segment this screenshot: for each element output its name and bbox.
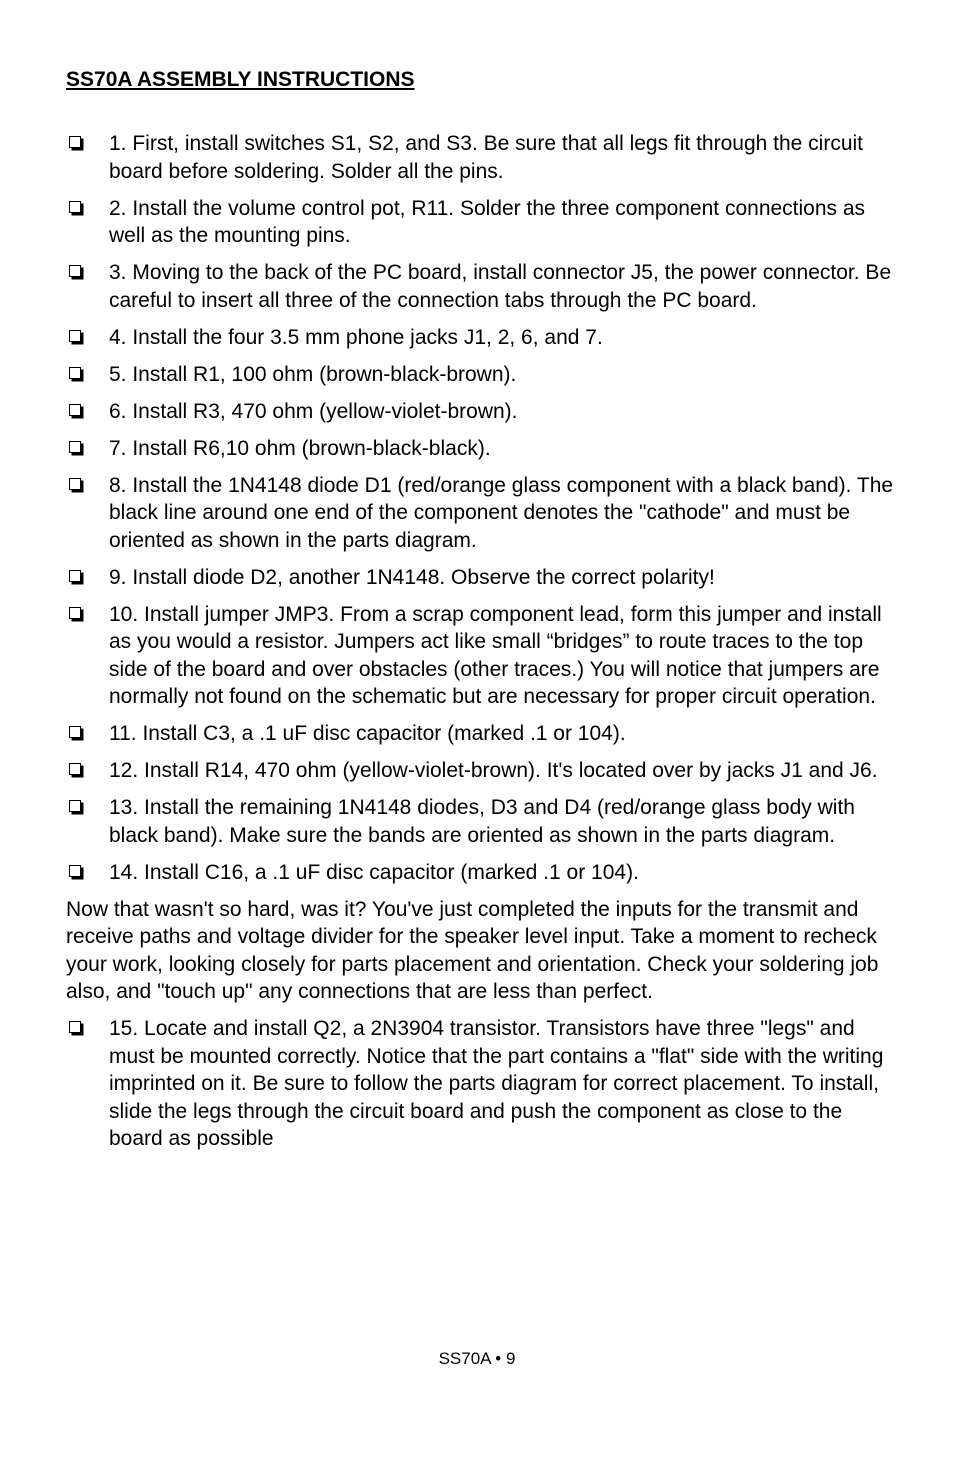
checkbox-icon[interactable] xyxy=(69,1021,81,1033)
checkbox-icon[interactable] xyxy=(69,607,81,619)
checklist-item[interactable] xyxy=(66,794,896,849)
step-text: 4. Install the four 3.5 mm phone jacks J1, 2, 6, and 7. xyxy=(109,325,603,349)
checklist-item[interactable] xyxy=(66,1015,896,1153)
step-text: 5. Install R1, 100 ohm (brown-black-brown). xyxy=(109,362,517,386)
checkbox-icon[interactable] xyxy=(69,441,81,453)
checkbox-icon[interactable] xyxy=(69,330,81,342)
step-text: 2. Install the volume control pot, R11. Solder the three component connections as well as the mounting pins. xyxy=(109,196,866,247)
checklist-item[interactable] xyxy=(66,859,896,887)
step-text: 6. Install R3, 470 ohm (yellow-violet-brown). xyxy=(109,399,518,423)
step-text: 14. Install C16, a .1 uF disc capacitor (marked .1 or 104). xyxy=(109,860,639,884)
checklist-item[interactable] xyxy=(66,398,896,426)
checkbox-icon[interactable] xyxy=(69,201,81,213)
checkbox-icon[interactable] xyxy=(69,136,81,148)
checklist-item[interactable] xyxy=(66,564,896,592)
step-text: 8. Install the 1N4148 diode D1 (red/orange glass component with a black band). The black line around one end of the component denotes the "cathode" and must be oriented as shown in the parts diagram. xyxy=(109,473,894,552)
checkbox-icon[interactable] xyxy=(69,478,81,490)
checkbox-icon[interactable] xyxy=(69,265,81,277)
step-text: 3. Moving to the back of the PC board, install connector J5, the power connector. Be careful to insert all three of the connection tabs through the PC board. xyxy=(109,261,892,312)
checkbox-icon[interactable] xyxy=(69,404,81,416)
checklist-item[interactable] xyxy=(66,757,896,785)
checkbox-icon[interactable] xyxy=(69,800,81,812)
checklist-item[interactable] xyxy=(66,472,896,555)
checklist-item[interactable] xyxy=(66,195,896,250)
page-footer: SS70A • 9 xyxy=(438,1349,516,1368)
checklist-item[interactable] xyxy=(66,361,896,389)
step-text: 12. Install R14, 470 ohm (yellow-violet-brown). It's located over by jacks J1 and J6. xyxy=(109,759,878,782)
summary-paragraph: Now that wasn't so hard, was it? You've just completed the inputs for the transmit and receive paths and voltage divider for the speaker level input. Take a moment to recheck your work, looking closely for parts placement and orientation. Check your soldering job also, and "touch up" any connections that are less than perfect. xyxy=(66,897,879,1003)
checklist-item[interactable] xyxy=(66,601,896,711)
steps-list-b xyxy=(66,1015,896,1153)
checklist-item[interactable] xyxy=(66,130,896,185)
steps-list-a xyxy=(66,130,896,886)
checklist-item[interactable] xyxy=(66,324,896,352)
step-text: 1. First, install switches S1, S2, and S3. Be sure that all legs fit through the circuit board before soldering. Solder all the pins. xyxy=(109,132,864,183)
checklist-item[interactable] xyxy=(66,720,896,748)
step-text: 15. Locate and install Q2, a 2N3904 transistor. Transistors have three "legs" and must be mounted correctly. Notice that the part contains a "flat" side with the writing imprinted on it. Be sure to follow the parts diagram for correct placement. To install, slide the legs through the circuit board and push the component as close to the board as possible xyxy=(109,1017,884,1150)
checkbox-icon[interactable] xyxy=(69,570,81,582)
document-page xyxy=(66,66,896,1162)
checkbox-icon[interactable] xyxy=(69,763,81,775)
step-text: 10. Install jumper JMP3. From a scrap component lead, form this jumper and install as you would a resistor. Jumpers act like small “bridges” to route traces to the top side of the board and over obstacles (other traces.) You will notice that jumpers are normally not found on the schematic but are necessary for proper circuit operation. xyxy=(109,602,882,708)
checkbox-icon[interactable] xyxy=(69,865,81,877)
checkbox-icon[interactable] xyxy=(69,726,81,738)
checkbox-icon[interactable] xyxy=(69,367,81,379)
step-text: 13. Install the remaining 1N4148 diodes, D3 and D4 (red/orange glass body with black band). Make sure the bands are oriented as shown in the parts diagram. xyxy=(109,796,855,847)
step-text: 9. Install diode D2, another 1N4148. Observe the correct polarity! xyxy=(109,565,715,589)
step-text: 7. Install R6,10 ohm (brown-black-black). xyxy=(109,436,491,460)
checklist-item[interactable] xyxy=(66,435,896,463)
page-title: SS70A ASSEMBLY INSTRUCTIONS xyxy=(66,68,415,91)
step-text: 11. Install C3, a .1 uF disc capacitor (marked .1 or 104). xyxy=(109,722,626,745)
checklist-item[interactable] xyxy=(66,259,896,314)
